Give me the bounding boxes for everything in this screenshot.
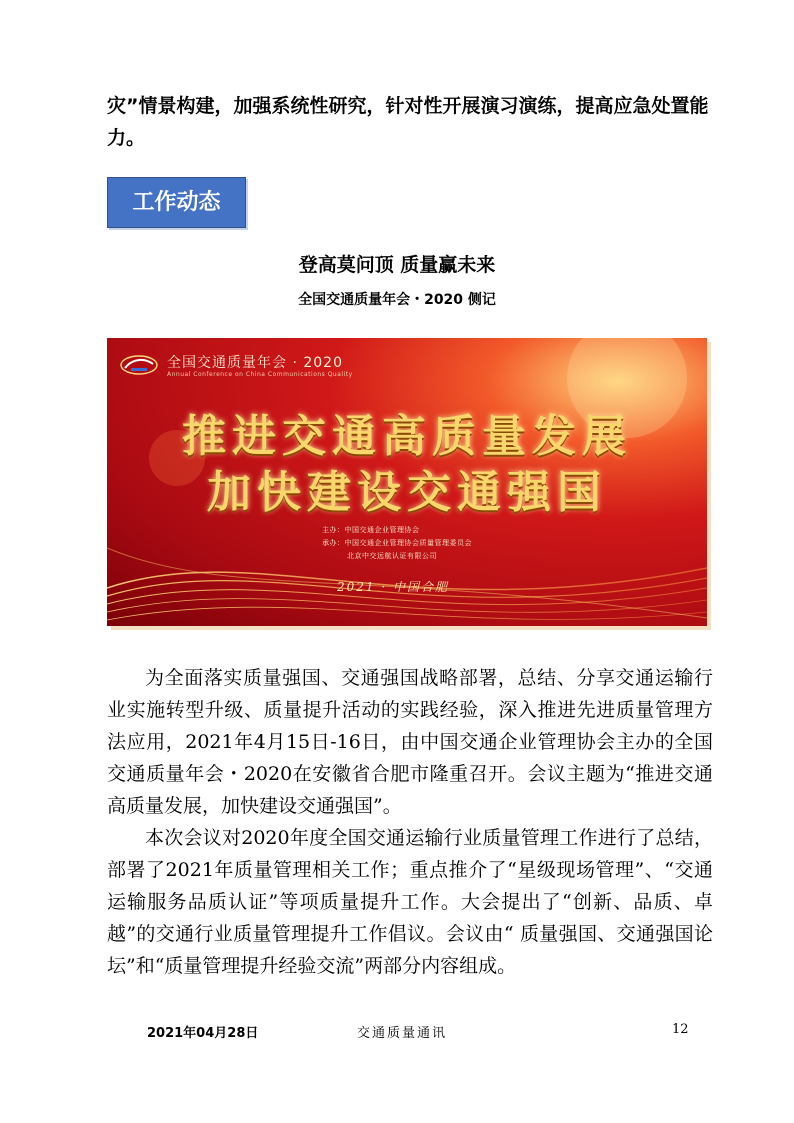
- article-subtitle: 全国交通质量年会・2020 侧记: [298, 292, 496, 308]
- banner-organizer-2: 北京中交远航认证有限公司: [347, 552, 437, 560]
- footer-publication: 交通质量通讯: [357, 1026, 448, 1041]
- article-title: 登高莫问顶 质量赢未来: [298, 254, 496, 276]
- banner-conference-english: Annual Conference on China Communications Quality: [167, 371, 353, 378]
- body-paragraph-2: 本次会议对2020年度全国交通运输行业质量管理工作进行了总结，部署了2021年质量管理相关工作；重点推介了“星级现场管理”、“交通运输服务品质认证”等项质量提升工作。大会提出了“创新、品质、卓越”的交通行业质量管理提升工作倡议。会议由“ 质量强国、交通强国论坛”和“质量管理提升经验交流”两部分内容组成。: [107, 827, 713, 977]
- footer-page-number: 12: [672, 1022, 689, 1037]
- body-paragraph-1: 为全面落实质量强国、交通强国战略部署，总结、分享交通运输行业实施转型升级、质量提升活动的实践经验，深入推进先进质量管理方法应用，2021年4月15日-16日，由中国交通企业管理协会主办的全国交通质量年会・2020在安徽省合肥市隆重召开。会议主题为“推进交通高质量发展，加快建设交通强国”。: [107, 667, 713, 817]
- footer-date: 2021年04月28日: [147, 1026, 259, 1041]
- banner-organizer: 承办：中国交通企业管理协会质量管理委员会: [322, 539, 472, 547]
- conference-logo-icon: [119, 352, 159, 378]
- banner-host: 主办：中国交通企业管理协会: [322, 526, 420, 534]
- banner-slogan-line-1: 推进交通高质量发展: [182, 411, 632, 462]
- continuation-line-2: 力。: [107, 127, 146, 149]
- continuation-line-1: 灾”情景构建，加强系统性研究，针对性开展演习演练，提高应急处置能: [107, 95, 709, 117]
- banner-place: 2021 · 中国合肥: [337, 580, 449, 594]
- banner-conference-name: 全国交通质量年会 · 2020: [167, 355, 343, 371]
- continuation-text: [107, 90, 713, 154]
- conference-banner-image: [107, 338, 707, 626]
- banner-slogan-line-2: 加快建设交通强国: [207, 467, 607, 518]
- section-label: 工作动态: [107, 177, 246, 228]
